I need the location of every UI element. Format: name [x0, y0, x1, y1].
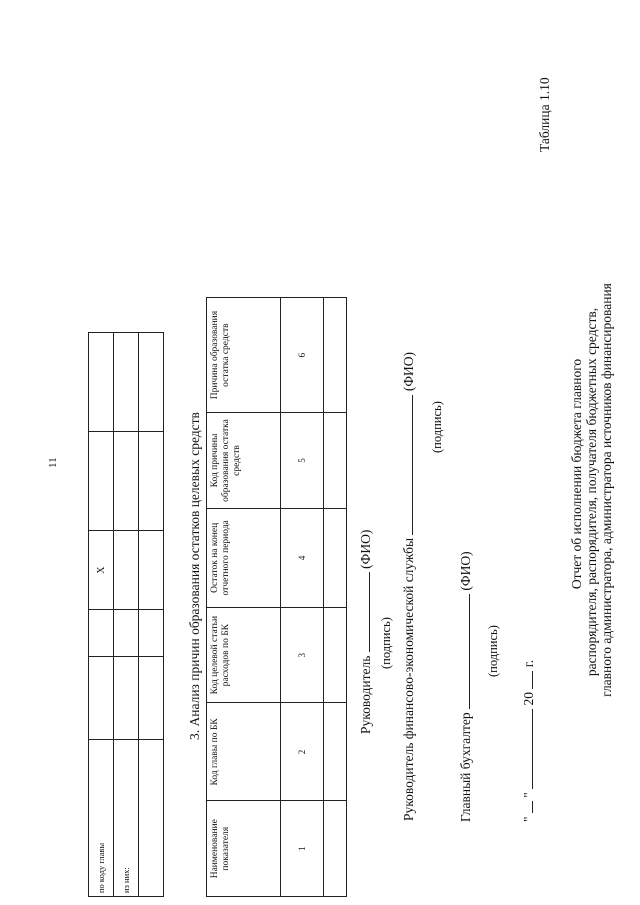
- table-row: [114, 333, 139, 897]
- report-title-line-1: Отчет об исполнении бюджета главного: [569, 358, 584, 590]
- fio-label: (ФИО): [358, 529, 373, 569]
- column-number: 5: [281, 413, 324, 509]
- column-header: Причина образования остатка средств: [207, 298, 281, 413]
- table-cell: [89, 609, 114, 656]
- table-cell: [114, 531, 139, 610]
- table-header-row: [207, 298, 281, 897]
- table-cell: [324, 801, 347, 897]
- fio-label: (ФИО): [458, 551, 473, 591]
- table-cell: Х: [89, 531, 114, 610]
- table-row: [89, 333, 114, 897]
- finance-head-signature-caption: (подпись): [430, 401, 444, 453]
- date-quote-close: ": [521, 792, 536, 798]
- column-header: Код целевой статьи расходов по БК: [207, 607, 281, 703]
- table-cell: [114, 609, 139, 656]
- table-cell: [324, 703, 347, 801]
- report-title-line-2: распорядителя, распорядителя, получателя бюджетных средств,: [584, 307, 599, 677]
- table-row: [324, 298, 347, 897]
- table-number-label: Таблица 1.10: [537, 77, 552, 152]
- date-suffix: г.: [521, 659, 536, 668]
- day-blank: [531, 801, 533, 813]
- head-signature-caption: (подпись): [379, 617, 393, 669]
- column-number: 3: [281, 607, 324, 703]
- chief-accountant-signature-line: [458, 551, 474, 822]
- year-blank: [531, 671, 533, 689]
- table-cell: [139, 609, 164, 656]
- signature-blank: [368, 572, 370, 652]
- signature-blank: [468, 594, 470, 709]
- table-cell: [139, 432, 164, 531]
- month-blank: [531, 709, 533, 789]
- column-header: Код главы по БК: [207, 703, 281, 801]
- date-line: [521, 660, 537, 822]
- date-year: 20: [521, 691, 536, 706]
- table-cell: [324, 508, 347, 607]
- page-number: 11: [47, 457, 59, 468]
- table-cell: [139, 333, 164, 432]
- table-row: [139, 333, 164, 897]
- column-header: Наименование показателя: [207, 801, 281, 897]
- column-number: 6: [281, 298, 324, 413]
- column-number: 2: [281, 703, 324, 801]
- table-cell: [324, 607, 347, 703]
- row-label: [139, 739, 164, 896]
- head-signature-line: [358, 530, 374, 734]
- date-quote-open: ": [521, 816, 536, 822]
- column-number: 1: [281, 801, 324, 897]
- row-label: из них:: [114, 739, 139, 896]
- table-cell: [89, 657, 114, 739]
- head-label: Руководитель: [358, 655, 373, 734]
- signature-blank: [411, 395, 413, 535]
- table-cell: [139, 657, 164, 739]
- column-number-row: [281, 298, 324, 897]
- table-cell: [114, 333, 139, 432]
- table-cell: [89, 432, 114, 531]
- section-title: 3. Анализ причин образования остатков целевых средств: [187, 412, 202, 740]
- table-cell: [324, 298, 347, 413]
- table-cell: [114, 432, 139, 531]
- table-cell: [114, 657, 139, 739]
- finance-head-label: Руководитель финансово-экономической службы: [401, 537, 416, 821]
- row-label: по коду главы: [89, 739, 114, 896]
- table-cell: [324, 413, 347, 509]
- chief-accountant-label: Главный бухгалтер: [458, 712, 473, 822]
- column-number: 4: [281, 508, 324, 607]
- chief-accountant-signature-caption: (подпись): [486, 625, 500, 677]
- column-header: Код причины образования остатка средств: [207, 413, 281, 509]
- finance-head-signature-line: [401, 352, 417, 821]
- report-title-line-3: главного администратора, администратора источников финансирования: [599, 283, 614, 697]
- continuation-table: [88, 332, 164, 897]
- table-cell: [89, 333, 114, 432]
- analysis-table: [206, 297, 347, 897]
- column-header: Остаток на конец отчетного периода: [207, 508, 281, 607]
- table-cell: [139, 531, 164, 610]
- fio-label: (ФИО): [401, 352, 416, 392]
